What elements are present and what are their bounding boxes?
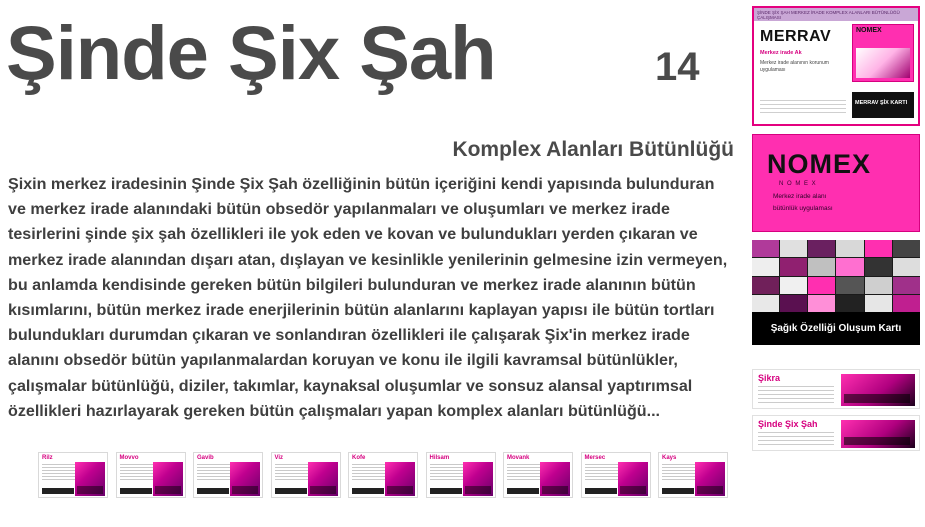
card-merrav-subtitle-2: Merkez irade alanının korunum uygulaması — [760, 60, 829, 73]
thumb-label: Hilsam — [429, 455, 450, 461]
thumb-label: Kofe — [352, 455, 366, 461]
list-item[interactable] — [271, 452, 341, 498]
thumb-footer-bar — [352, 488, 384, 494]
list-item[interactable] — [116, 452, 186, 498]
list-item[interactable] — [193, 452, 263, 498]
card-merrav-pink-title: NOMEX — [856, 27, 882, 34]
list-item[interactable] — [348, 452, 418, 498]
thumb-text-lines — [275, 464, 308, 482]
thumb-text-lines — [42, 464, 75, 482]
thumb-image — [463, 462, 493, 496]
page-title: Şinde Şix Şah — [6, 11, 496, 96]
thumb-label: Kays — [662, 455, 677, 461]
card-nomex-brand: NOMEX — [767, 149, 872, 179]
card-nomex[interactable] — [752, 134, 920, 232]
card-collage[interactable] — [752, 240, 920, 345]
thumb-footer-bar — [585, 488, 617, 494]
card-nomex-subtitle-3: bütünlük uygulaması — [773, 205, 833, 212]
thumb-footer-bar — [430, 488, 462, 494]
thumb-label: Mersec — [584, 455, 606, 461]
card-sikra-image — [841, 374, 915, 406]
thumb-image — [230, 462, 260, 496]
list-item[interactable] — [581, 452, 651, 498]
card-merrav-brand: MERRAV — [760, 28, 832, 45]
thumb-image — [695, 462, 725, 496]
thumb-text-lines — [430, 464, 463, 482]
card-merrav-top-strip: ŞİNDE ŞİX ŞAH MERKEZ İRADE KOMPLEX ALANLARI BÜTÜNLÜĞÜ ÇALIŞMASI — [754, 8, 918, 21]
card-sikra-text-lines — [758, 386, 834, 406]
thumb-footer-bar — [120, 488, 152, 494]
thumb-image — [75, 462, 105, 496]
card-merrav-black-footer — [852, 92, 914, 118]
thumb-footer-bar — [662, 488, 694, 494]
card-merrav-subtitle-1: Merkez irade Ak — [760, 50, 802, 56]
card-sinde-six-sah[interactable] — [752, 415, 920, 451]
card-merrav-text-lines — [760, 100, 846, 116]
card-nomex-subtitle-1: N O M E X — [779, 181, 817, 187]
thumb-text-lines — [507, 464, 540, 482]
card-merrav[interactable] — [752, 6, 920, 126]
thumb-label: Movank — [507, 455, 530, 461]
card-sikra[interactable] — [752, 369, 920, 409]
thumb-label: Viz — [274, 455, 284, 461]
page-subtitle: Komplex Alanları Bütünlüğü — [452, 138, 734, 161]
thumb-footer-bar — [275, 488, 307, 494]
thumb-footer-bar — [507, 488, 539, 494]
thumb-text-lines — [197, 464, 230, 482]
page-number-badge: 14 — [655, 45, 700, 89]
card-sinde-six-sah-text-lines — [758, 432, 834, 448]
thumb-label: Movvo — [119, 455, 139, 461]
card-merrav-pink-panel — [852, 24, 914, 82]
thumb-label: Gavib — [197, 455, 214, 461]
thumb-label: Rilz — [42, 455, 53, 461]
card-nomex-subtitle-2: Merkez irade alanı — [773, 193, 827, 200]
thumbnail-strip — [38, 452, 728, 500]
card-sinde-six-sah-brand: Şinde Şix Şah — [758, 419, 818, 429]
thumb-image — [153, 462, 183, 496]
list-item[interactable] — [38, 452, 108, 498]
card-collage-caption: Şağık Özelliği Oluşum Kartı — [752, 312, 920, 345]
thumb-text-lines — [120, 464, 153, 482]
thumb-text-lines — [352, 464, 385, 482]
card-collage-tiles — [752, 240, 920, 312]
thumb-text-lines — [585, 464, 618, 482]
thumb-footer-bar — [197, 488, 229, 494]
list-item[interactable] — [658, 452, 728, 498]
card-sikra-brand: Şikra — [758, 373, 781, 383]
thumb-text-lines — [662, 464, 695, 482]
thumb-footer-bar — [42, 488, 74, 494]
thumb-image — [618, 462, 648, 496]
card-merrav-black-label: MERRAV ŞİX KARTI — [855, 100, 908, 106]
thumb-image — [385, 462, 415, 496]
list-item[interactable] — [503, 452, 573, 498]
thumb-image — [308, 462, 338, 496]
body-paragraph: Şixin merkez iradesinin Şinde Şix Şah özelliğinin bütün içeriğini kendi yapısında bulunduran ve merkez irade alanındaki bütün obsedör yapılanmaları ve oluşumları ve merkez irade tesirlerini şinde şix şah özellikleri ile yok eden ve kovan ve bulundukları yerden çıkaran ve merkez irade alanından dışarı atan, dışlayan ve kesinlikle yenilerinin gelmesine izin vermeyen, bu anlamda kendisinde gereken bütün bilgileri bulunduran ve merkez irade alanının bütün kısımlarını, bütün merkez irade enerjilerinin bütün alanlarını kaplayan yapısı ile bütün tortları bulundukları durumdan çıkaran ve sonlandıran özellikleri ile çalışarak Şix'in merkez irade alanını obsedör bütün yapılanmalardan koruyan ve konu ile ilgili kavramsal bütünlükler, çalışmalar bütünlüğü, diziler, takımlar, kaynaksal oluşumlar ve sonsuz alansal yaptırımsal özellikleri hazırlayarak gereken bütün çalışmaları yapan komplex alanları bütünlüğü... — [8, 175, 728, 420]
card-merrav-pink-image — [856, 48, 910, 78]
thumb-image — [540, 462, 570, 496]
list-item[interactable] — [426, 452, 496, 498]
sidebar-cards-column — [752, 6, 922, 451]
card-sinde-six-sah-image — [841, 420, 915, 448]
